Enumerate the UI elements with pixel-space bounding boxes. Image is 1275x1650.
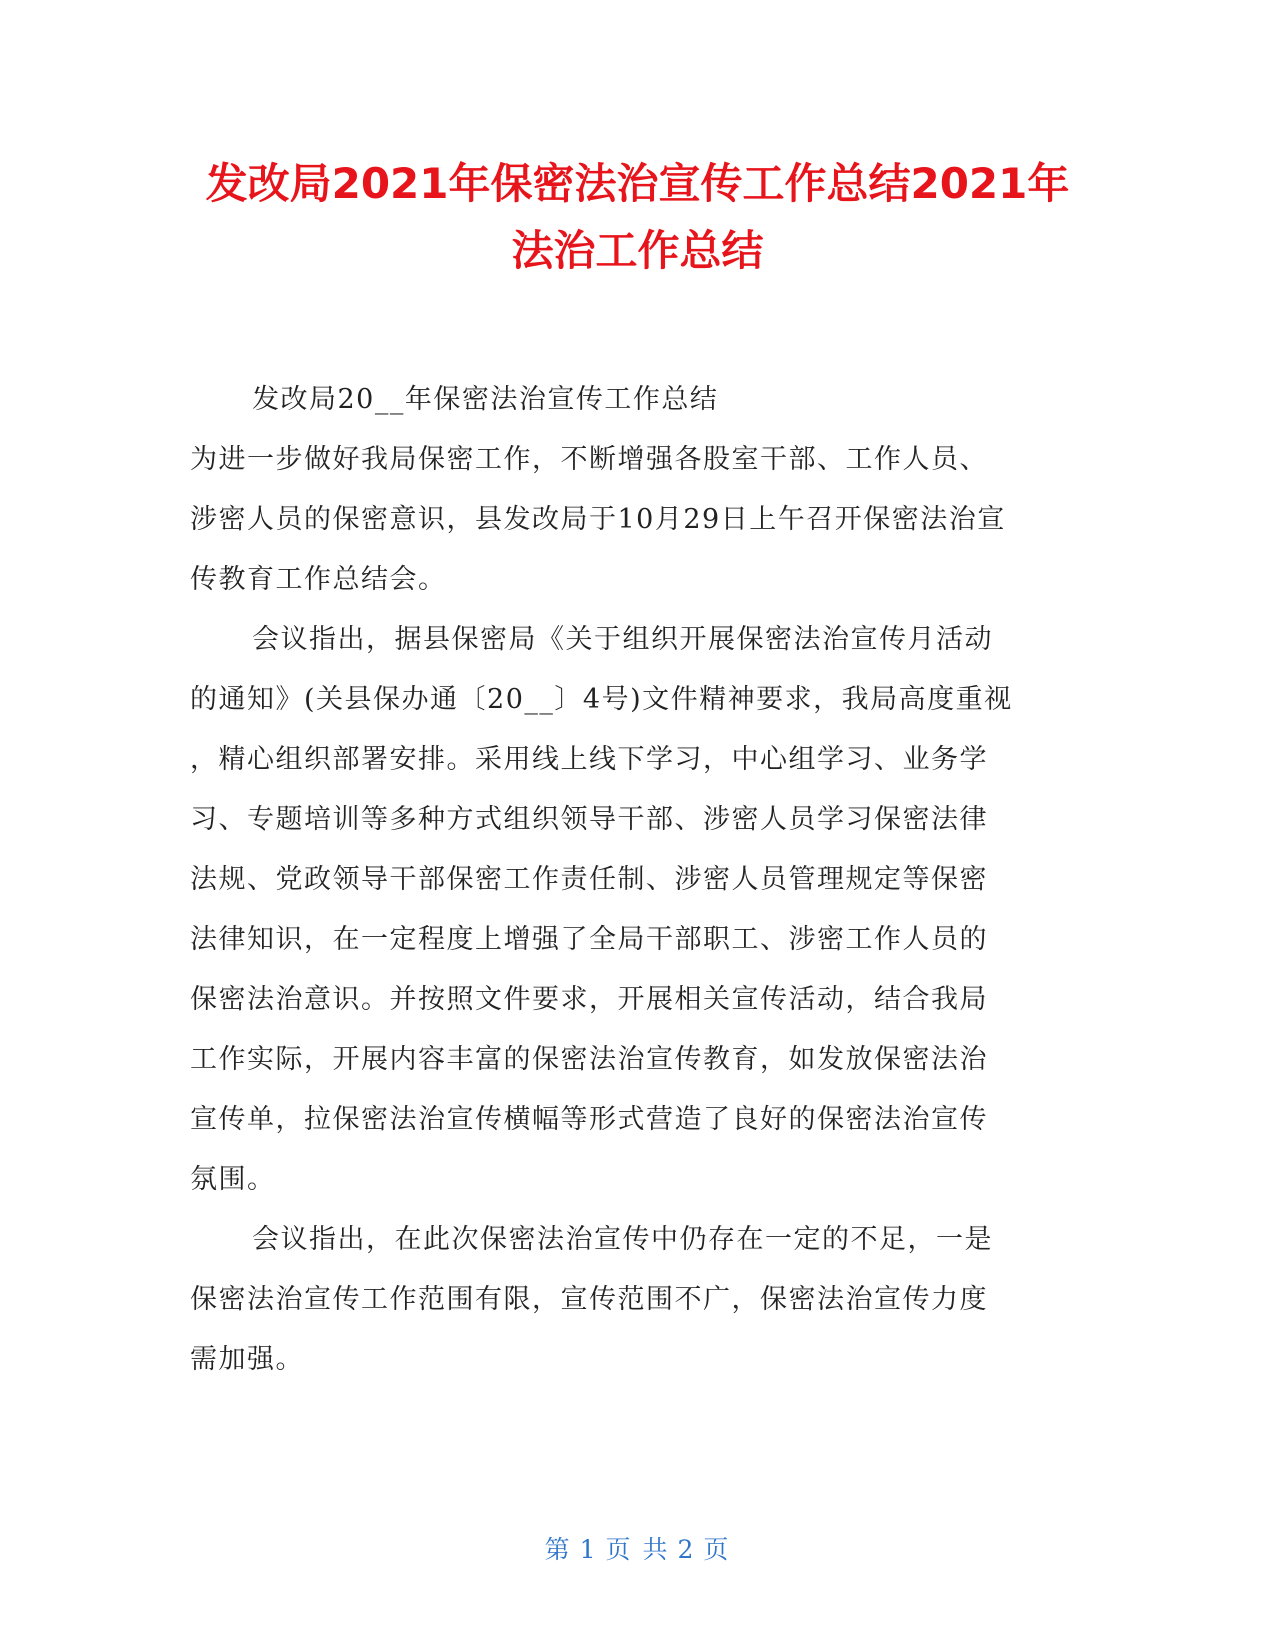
body-line: 会议指出，据县保密局《关于组织开展保密法治宣传月活动 bbox=[252, 624, 993, 655]
body-line: 保密法治意识。并按照文件要求，开展相关宣传活动，结合我局 bbox=[190, 984, 988, 1015]
page-current-number: 1 bbox=[579, 1535, 598, 1564]
body-line: ，精心组织部署安排。采用线上线下学习，中心组学习、业务学 bbox=[190, 744, 988, 775]
body-line: 法规、党政领导干部保密工作责任制、涉密人员管理规定等保密 bbox=[190, 864, 988, 895]
page-label-suffix: 页 bbox=[703, 1535, 731, 1564]
body-line: 为进一步做好我局保密工作，不断增强各股室干部、工作人员、 bbox=[190, 444, 988, 475]
body-line: 保密法治宣传工作范围有限，宣传范围不广，保密法治宣传力度 bbox=[190, 1284, 988, 1315]
body-line: 会议指出，在此次保密法治宣传中仍存在一定的不足，一是 bbox=[252, 1224, 993, 1255]
page-label-mid: 页 共 bbox=[605, 1535, 670, 1564]
page-footer bbox=[0, 1535, 1275, 1565]
body-line: 工作实际，开展内容丰富的保密法治宣传教育，如发放保密法治 bbox=[190, 1044, 988, 1075]
page-label-prefix: 第 bbox=[544, 1535, 572, 1564]
title-line-2: 法治工作总结 bbox=[511, 226, 764, 275]
body-line: 法律知识，在一定程度上增强了全局干部职工、涉密工作人员的 bbox=[190, 924, 988, 955]
body-line: 的通知》(关县保办通〔20__〕4号)文件精神要求，我局高度重视 bbox=[190, 684, 1013, 715]
document-title bbox=[150, 150, 1125, 284]
page-total-number: 2 bbox=[677, 1535, 696, 1564]
body-line: 需加强。 bbox=[190, 1344, 304, 1375]
body-line: 传教育工作总结会。 bbox=[190, 564, 447, 595]
document-body bbox=[190, 370, 1080, 1390]
body-line: 发改局20__年保密法治宣传工作总结 bbox=[252, 384, 719, 415]
title-line-1: 发改局2021年保密法治宣传工作总结2021年 bbox=[205, 159, 1070, 208]
body-line: 氛围。 bbox=[190, 1164, 276, 1195]
body-line: 习、专题培训等多种方式组织领导干部、涉密人员学习保密法律 bbox=[190, 804, 988, 835]
body-line: 涉密人员的保密意识，县发改局于10月29日上午召开保密法治宣 bbox=[190, 504, 1006, 535]
body-line: 宣传单，拉保密法治宣传横幅等形式营造了良好的保密法治宣传 bbox=[190, 1104, 988, 1135]
